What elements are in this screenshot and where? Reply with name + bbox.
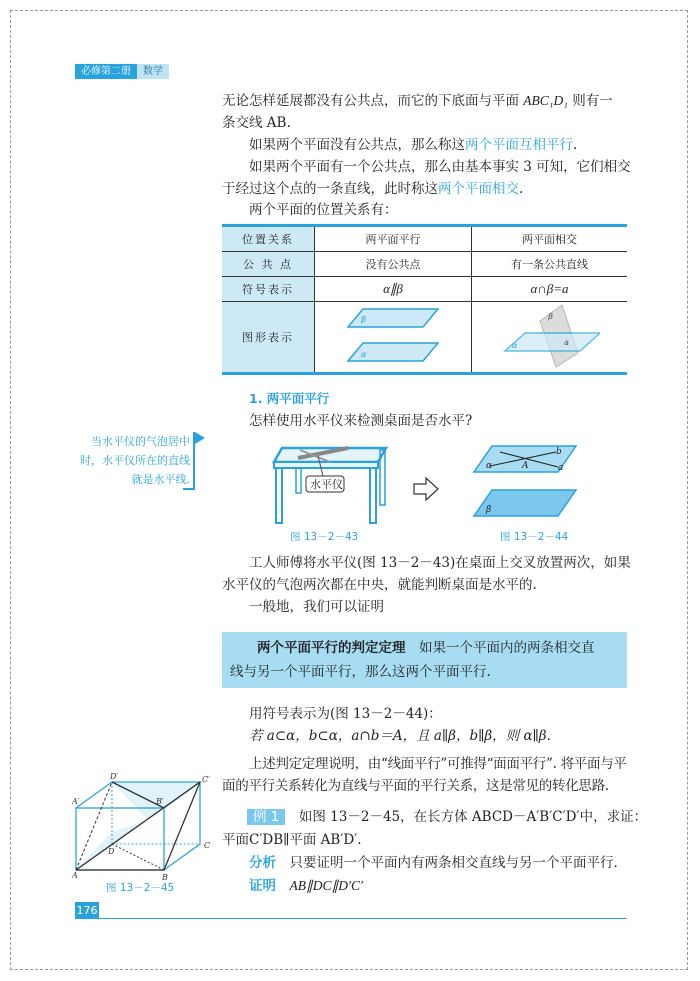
para5-line1: 工人师傅将水平仪(图 13－2－43)在桌面上交叉放置两次，如果 [249,555,631,571]
para2: 如果两个平面没有公共点，那么称这两个平面互相平行. [249,137,578,153]
example-line1: 例 1 如图 13－2－45，在长方体 ABCD－A′B′C′D′中，求证： [222,806,652,828]
fig45-caption: 图 13－2－45 [106,882,175,894]
svg-text:C′: C′ [202,775,210,784]
svg-text:A: A [522,461,529,471]
svg-text:D: D [108,847,115,856]
example-tag: 例 1 [247,809,285,825]
svg-text:α: α [511,340,517,350]
table-row: 公 共 点 没有公共点 有一条公共直线 [222,252,627,277]
svg-text:a: a [558,463,564,473]
fig43-caption: 图 13－2－43 [290,531,359,543]
question: 怎样使用水平仪来检测桌面是否水平? [249,413,473,429]
svg-text:α: α [486,461,493,471]
page-number: 176 [76,904,98,917]
para7-line2: 面的平行关系转化为直线与平面的平行关系，这是常见的转化思路. [222,778,609,794]
table-row: 位置关系 两平面平行 两平面相交 [222,226,627,252]
para3-line2: 于经过这个点的一条直线，此时称这两个平面相交. [222,181,524,197]
svg-text:A: A [72,871,78,880]
svg-text:B: B [162,873,168,880]
book-label: 必修第二册 [75,64,137,79]
flag-icon [195,432,205,444]
fig44-planes [470,442,580,522]
svg-text:B′: B′ [156,797,164,806]
para1-line1: 无论怎样延展都没有公共点，而它的下底面与平面 ABC₁D₁ 则有一 [222,93,613,109]
svg-text:a: a [563,337,569,347]
subject-label: 数学 [137,64,169,79]
para3-line1: 如果两个平面有一个公共点，那么由基本事实 3 可知，它们相交 [249,159,631,175]
note-bar-bottom [183,488,195,490]
theorem-box: 两个平面平行的判定定理 如果一个平面内的两条相交直 线与另一个平面平行，那么这两个平面平行. [222,632,627,688]
svg-text:D′: D′ [110,772,119,781]
arrow-right-icon [412,476,440,502]
svg-text:β: β [361,314,367,324]
para5-line2: 水平仪的气泡两次都在中央，就能判断桌面是水平的. [222,577,537,593]
svg-text:β: β [547,311,553,321]
intersecting-planes-figure [472,302,628,374]
svg-text:水平仪: 水平仪 [310,478,343,491]
svg-text:α: α [361,349,367,359]
parallel-planes-figure [315,302,472,374]
svg-text:A′: A′ [72,797,80,806]
table-row: 符号表示 α∥β α∩β=a [222,277,627,302]
table-row: 图形表示 β α β α a [222,302,627,374]
para6: 一般地，我们可以证明 [249,599,384,615]
running-header [75,64,169,79]
table-level-figure [268,440,393,525]
fig45-cuboid [72,770,212,880]
svg-text:b: b [556,447,562,457]
example-line2: 平面C′DB∥平面 AB′D′. [222,832,362,848]
side-note: 当水平仪的气泡居中时，水平仪所在的直线就是水平线. [80,435,190,486]
position-relation-table [222,224,627,375]
footer-rule [75,918,627,919]
para1-line2: 条交线 AB. [222,115,291,131]
svg-text:β: β [486,505,492,515]
proof: 证明 AB∥DC∥D′C′ [249,878,363,894]
svg-text:C: C [204,841,211,850]
theorem-name: 两个平面平行的判定定理 [257,640,406,656]
para4: 两个平面的位置关系有： [249,202,398,218]
fig44-caption: 图 13－2－44 [500,531,569,543]
section-title: 1. 两平面平行 [249,391,330,406]
symbolic-line1: 用符号表示为(图 13－2－44)： [249,706,442,722]
analysis: 分析 只要证明一个平面内有两条相交直线与另一个平面平行. [249,855,618,871]
symbolic-line2: 若 a⊂α，b⊂α，a∩b＝A，且 a∥β，b∥β，则 α∥β. [249,728,551,744]
para7-line1: 上述判定定理说明，由“线面平行”可推得“面面平行”. 将平面与平 [249,756,627,772]
